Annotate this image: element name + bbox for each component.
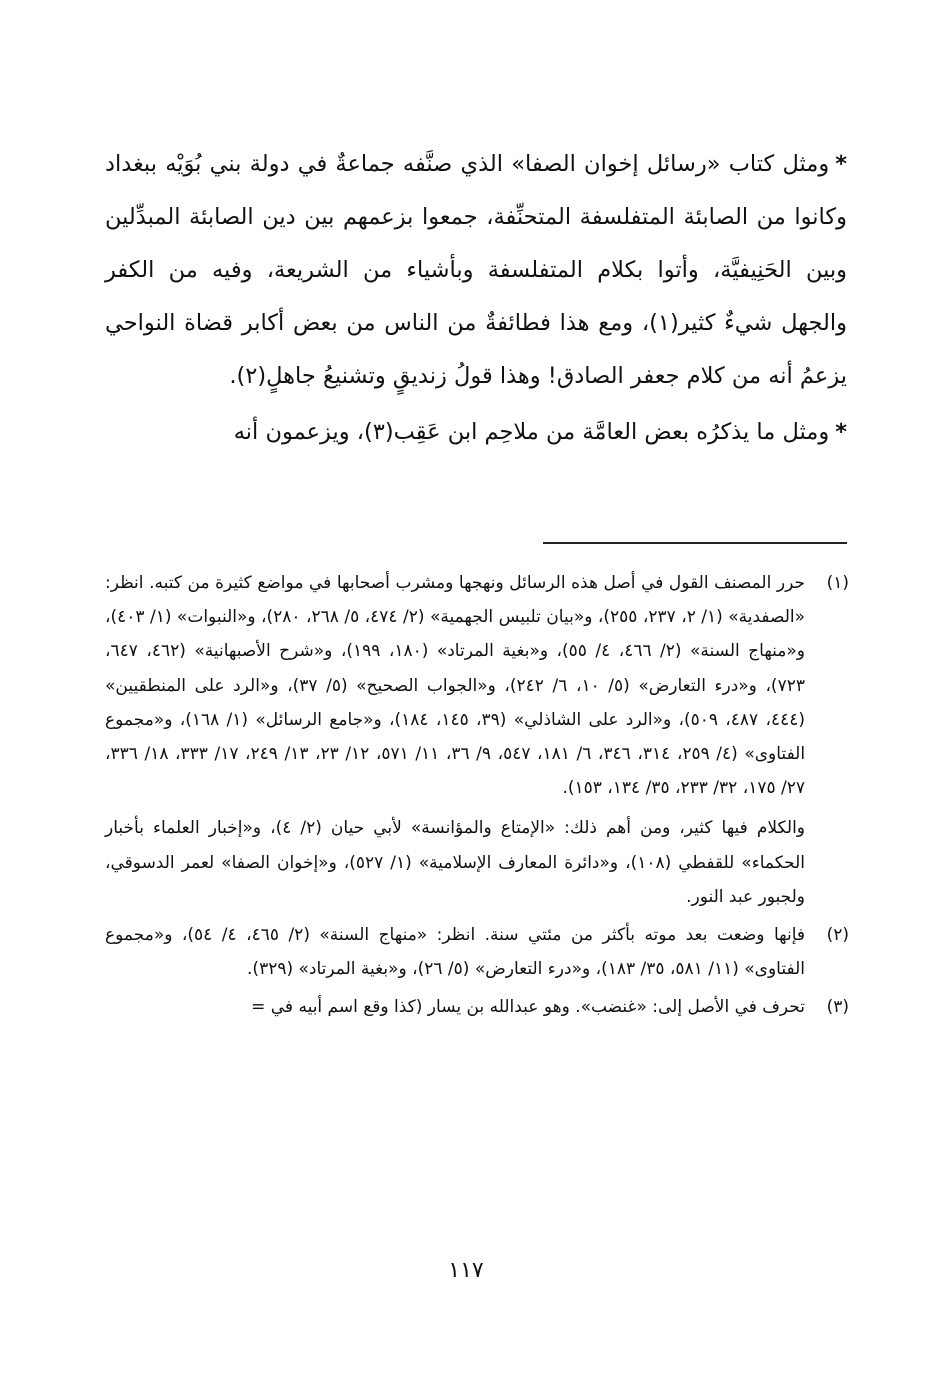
- main-text: [105, 138, 847, 459]
- paragraph-marker: *: [835, 151, 847, 177]
- footnote-2: [105, 918, 849, 986]
- main-paragraph-1: [105, 138, 847, 403]
- main-paragraph-text: ومثل كتاب «رسائل إخوان الصفا» الذي صنَّفه جماعةٌ في دولة بني بُوَيْه ببغداد وكانوا من الصابئة المتفلسفة المتحنِّفة، جمعوا بزعمهم بين دين الصابئة المبدِّلين وبين الحَنِيفيَّة، وأتوا بكلام المتفلسفة وبأشياء من الشريعة، وفيه من الكفر والجهل شيءٌ كثير(١)، ومع هذا فطائفةٌ من الناس من بعض أكابر قضاة النواحي يزعمُ أنه من كلام جعفر الصادق! وهذا قولُ زنديقٍ وتشنيعُ جاهلٍ(٢).: [105, 151, 847, 389]
- footnote-number: (١): [826, 573, 849, 593]
- main-paragraph-text: ومثل ما يذكرُه بعض العامَّة من ملاحِم ابن عَقِب(٣)، ويزعمون أنه: [233, 419, 830, 445]
- footnote-separator: [543, 542, 847, 544]
- paragraph-marker: *: [835, 419, 847, 445]
- footnote-text: حرر المصنف القول في أصل هذه الرسائل ونهجها ومشرب أصحابها في مواضع كثيرة من كتبه. انظر: «الصفدية» (١/ ٢، ٢٣٧، ٢٥٥)، و«بيان تلبيس الجهمية» (٢/ ٤٧٤، ٥/ ٢٦٨، ٢٨٠)، و«النبوات» (١/ ٤٠٣)، و«منهاج السنة» (٢/ ٤٦٦، ٤/ ٥٥)، و«بغية المرتاد» (١٨٠، ١٩٩)، و«شرح الأصبهانية» (٤٦٢، ٦٤٧، ٧٢٣)، و«درء التعارض» (٥/ ١٠، ٦/ ٢٤٢)، و«الجواب الصحيح» (٥/ ٣٧)، و«الرد على المنطقيين» (٤٤٤، ٤٨٧، ٥٠٩)، و«الرد على الشاذلي» (٣٩، ١٤٥، ١٨٤)، و«جامع الرسائل» (١/ ١٦٨)، و«مجموع الفتاوى» (٤/ ٢٥٩، ٣١٤، ٣٤٦، ٦/ ١٨١، ٥٤٧، ٩/ ٣٦، ١١/ ٥٧١، ١٢/ ٢٣، ١٣/ ٢٤٩، ١٧/ ٣٣٣، ١٨/ ٣٣٦، ٢٧/ ١٧٥، ٣٢/ ٢٣٣، ٣٥/ ١٣٤، ١٥٣).: [105, 573, 806, 799]
- footnote-1: [105, 566, 849, 914]
- main-paragraph-2: [105, 406, 847, 459]
- footnote-3: [105, 990, 849, 1024]
- footnote-text: تحرف في الأصل إلى: «غنضب». وهو عبدالله بن يسار (كذا وقع اسم أبيه في =: [251, 997, 805, 1018]
- footnotes: [105, 566, 849, 1025]
- footnote-number: (٢): [826, 925, 849, 946]
- footnote-text: والكلام فيها كثير، ومن أهم ذلك: «الإمتاع والمؤانسة» لأبي حيان (٢/ ٤)، و«إخبار العلماء بأخبار الحكماء» للقفطي (١٠٨)، و«دائرة المعارف الإسلامية» (١/ ٥٢٧)، و«إخوان الصفا» لعمر الدسوقي، ولجبور عبد النور.: [105, 818, 806, 907]
- footnote-text: فإنها وضعت بعد موته بأكثر من مئتي سنة. انظر: «منهاج السنة» (٢/ ٤٦٥، ٤/ ٥٤)، و«مجموع الفتاوى» (١١/ ٥٨١، ٣٥/ ١٨٣)، و«درء التعارض» (٥/ ٢٦)، و«بغية المرتاد» (٣٢٩).: [105, 925, 805, 980]
- page-number: ١١٧: [448, 1258, 484, 1283]
- footnote-number: (٣): [826, 997, 849, 1018]
